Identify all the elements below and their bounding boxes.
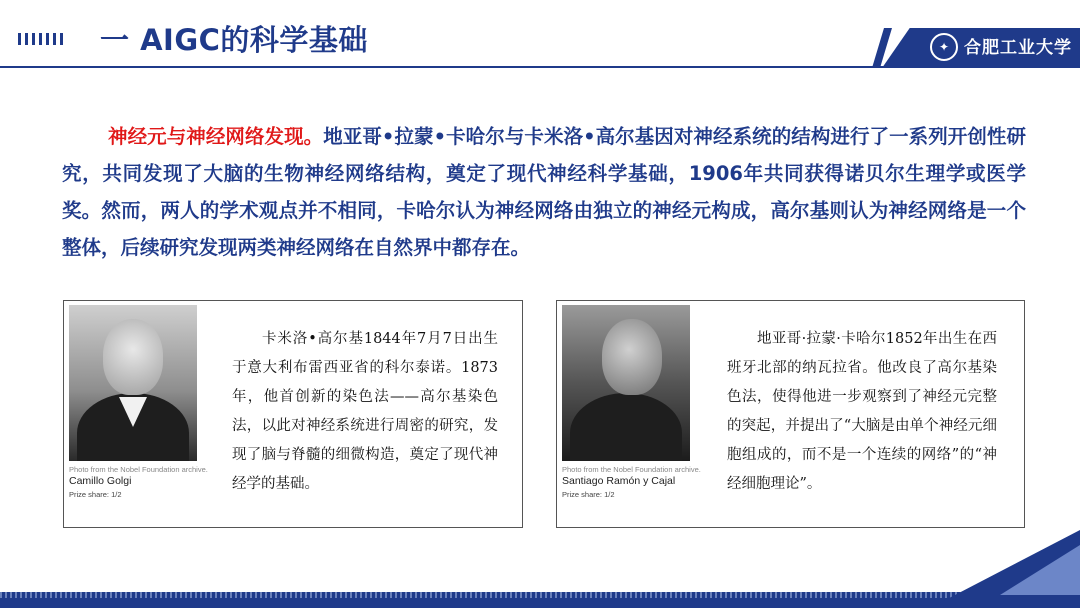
footer-texture (0, 592, 1080, 598)
cajal-caption (562, 465, 702, 499)
golgi-caption (69, 465, 209, 499)
intro-paragraph (62, 118, 1026, 266)
cajal-card (556, 300, 1025, 528)
prize-share: Prize share: 1/2 (562, 490, 615, 499)
golgi-card (63, 300, 523, 528)
university-logo-text: 合肥工业大学 (964, 38, 1072, 58)
photo-credit: Photo from the Nobel Foundation archive. (69, 465, 208, 474)
intro-text: 地亚哥•拉蒙•卡哈尔与卡米洛•高尔基因对神经系统的结构进行了一系列开创性研究，共同发现了大脑的生物神经网络结构，奠定了现代神经科学基础，1906年共同获得诺贝尔生理学或医学奖。然而，两人的学术观点并不相同，卡哈尔认为神经网络由独立的神经元构成，高尔基则认为神经网络是一个整体，后续研究发现两类神经网络在自然界中都存在。 (62, 125, 1026, 259)
laureate-name: Santiago Ramón y Cajal (562, 475, 676, 487)
slide-title: 一 AIGC的科学基础 (100, 23, 368, 57)
prize-share: Prize share: 1/2 (69, 490, 122, 499)
golgi-portrait (69, 305, 197, 461)
photo-credit: Photo from the Nobel Foundation archive. (562, 465, 701, 474)
university-seal-icon: ✦ (930, 33, 958, 61)
laureate-name: Camillo Golgi (69, 475, 132, 487)
intro-highlight: 神经元与神经网络发现。 (108, 125, 324, 148)
header-stripes-decoration (18, 33, 63, 45)
cajal-portrait (562, 305, 690, 461)
golgi-description: 卡米洛•高尔基1844年7月7日出生于意大利布雷西亚省的科尔泰诺。1873年，他首创新的染色法——高尔基染色法，以此对神经系统进行周密的研究，发现了脑与脊髓的细微构造，奠定了现代神经学的基础。 (232, 331, 498, 492)
cajal-description: 地亚哥·拉蒙·卡哈尔1852年出生在西班牙北部的纳瓦拉省。他改良了高尔基染色法，使得他进一步观察到了神经元完整的突起，并提出了“大脑是由单个神经元细胞组成的，而不是一个连续的网络”的“神经细胞理论”。 (727, 331, 997, 492)
